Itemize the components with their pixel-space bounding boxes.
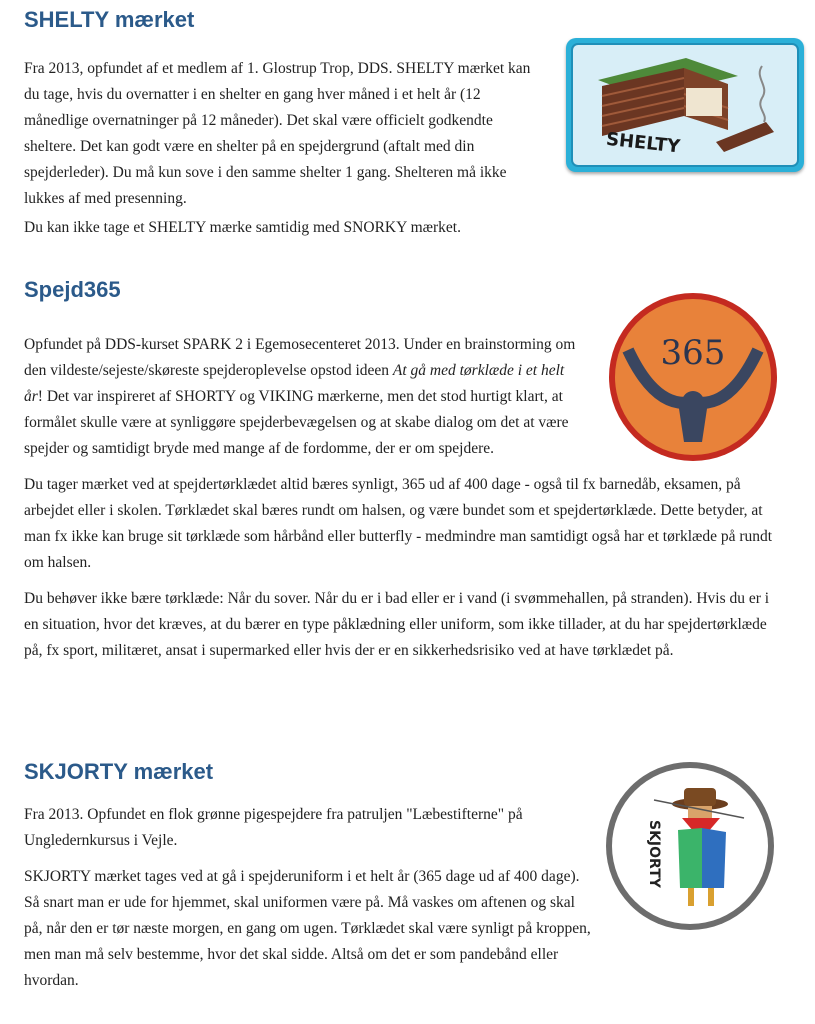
- section-title-shelty: SHELTY mærket: [24, 7, 195, 32]
- shelty-badge-label: SHELTY: [605, 128, 682, 158]
- shelty-paragraph-1: Fra 2013, opfundet af et medlem af 1. Glostrup Trop, DDS. SHELTY mærket kan du tage, hvis du overnatter i en shelter en gang hver måned i et helt år (12 månedlige overnatninger på 12 måneder). Det skal være officielt godkendte sheltere. Det kan godt være en shelter på en spejdergrund (aftalt med din spejderleder). Du må kun sove i den samme shelter 1 gang. Shelteren må ikke lukkes af med presenning.: [24, 60, 531, 207]
- shelty-paragraph-2: Du kan ikke tage et SHELTY mærke samtidig med SNORKY mærket.: [24, 219, 461, 236]
- spejd365-badge-label: 365: [660, 333, 726, 373]
- spejd365-p1-text: Opfundet på DDS-kurset SPARK 2 i Egemosecenteret 2013. Under en brainstorming om den vildeste/sejeste/skøreste spejderoplevelse opstod ideen: [24, 336, 576, 379]
- skjorty-badge: [604, 760, 776, 932]
- spejd365-badge: [606, 290, 780, 464]
- spejd365-paragraph-3: Du behøver ikke bære tørklæde: Når du sover. Når du er i bad eller er i vand (i svømmehallen, på stranden). Hvis du er i en situation, hvor det kræves, at du bærer en type påklædning eller uniform, som ikke tillader, at du har spejdertørklæde på, fx sport, militæret, ansat i supermarked eller hvis der er en sikkerhedsrisiko ved at have tørklædet på.: [24, 590, 770, 659]
- spejd365-p2-text: Du tager mærket ved at spejdertørklædet altid bæres synligt, 365 ud af 400 dage - også til fx barnedåb, eksamen, på arbejdet eller i skolen. Tørklædet skal bæres rundt om halsen, og være bundet som et spejdertørklæde. Dette betyder, at man fx ikke kan bruge sit tørklæde som hårbånd eller butterfly - medmindre man samtidigt også har et tørklæde på rundt om halsen.: [24, 476, 773, 571]
- section-title-skjorty: SKJORTY mærket: [24, 759, 214, 784]
- spejd365-paragraph-2: [24, 472, 774, 576]
- shelty-badge-art: [566, 38, 804, 172]
- skjorty-badge-label: SKJORTY: [646, 820, 662, 888]
- spejd365-p1-text-end: ! Det var inspireret af SHORTY og VIKING mærkerne, men det stod hurtigt klart, at formålet skulle være at synliggøre spejderbevægelsen og at skabe dialog om det at være spejder og samtidigt bryde med mange af de fordomme, der er om spejdere.: [24, 388, 569, 457]
- section-title-spejd365: Spejd365: [24, 277, 121, 302]
- spejd365-paragraph-1: [24, 332, 584, 462]
- shelty-badge: [566, 38, 804, 172]
- skjorty-paragraph-2: SKJORTY mærket tages ved at gå i spejderuniform i et helt år (365 dage ud af 400 dage). Så snart man er ude for hjemmet, skal uniformen være på. Må vaskes om aftenen og skal på, når den er tør næste morgen, en gang om ugen. Tørklædet skal være synligt på kroppen, men man må selv bestemme, hvor det skal sidde. Altså om det er som pandebånd eller hvordan.: [24, 868, 591, 989]
- skjorty-badge-art: [604, 760, 776, 932]
- spejd365-badge-art: [606, 290, 780, 464]
- skjorty-paragraph-1: Fra 2013. Opfundet en flok grønne pigespejdere fra patruljen "Læbestifterne" på Ungledernkursus i Vejle.: [24, 806, 523, 849]
- spejd365-p1-emphasis: At gå med tørklæde i et helt år: [24, 362, 565, 405]
